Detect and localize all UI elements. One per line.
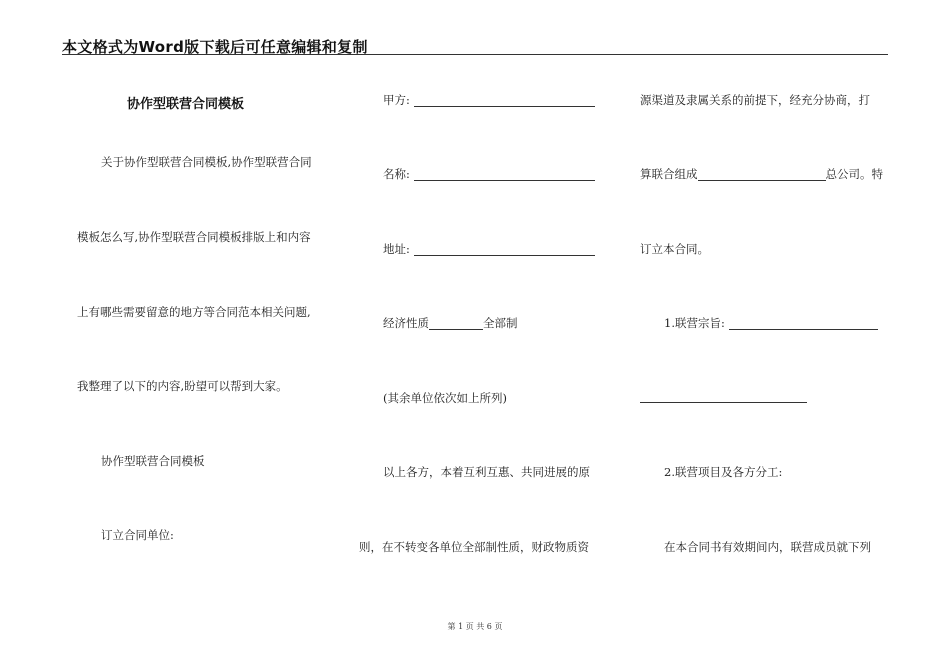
col3-last-line: 在本合同书有效期间内，联营成员就下列 bbox=[664, 540, 871, 554]
col1-line-2: 模板怎么写,协作型联营合同模板排版上和内容 bbox=[77, 230, 311, 244]
col3-line-1: 源渠道及隶属关系的前提下，经充分协商，打 bbox=[640, 93, 870, 107]
document-title: 协作型联营合同模板 bbox=[127, 97, 245, 112]
header-title: 本文格式为Word版下载后可任意编辑和复制 bbox=[62, 38, 368, 56]
party-a-blank bbox=[414, 94, 595, 107]
col1-line-1: 关于协作型联营合同模板,协作型联营合同 bbox=[101, 155, 312, 169]
name-blank bbox=[414, 168, 595, 181]
address-blank bbox=[414, 243, 595, 256]
party-a-label: 甲方: bbox=[383, 93, 410, 107]
col3-line-2 bbox=[640, 167, 883, 181]
col2-para-line-2: 则，在不转变各单位全部制性质，财政物质资 bbox=[359, 540, 589, 554]
col1-line-3: 上有哪些需要留意的地方等合同范本相关问题, bbox=[77, 305, 311, 319]
purpose-field bbox=[664, 316, 878, 330]
econ-nature-field bbox=[383, 316, 518, 330]
name-label: 名称: bbox=[383, 167, 410, 181]
econ-suffix: 全部制 bbox=[483, 316, 518, 330]
purpose-continuation-blank bbox=[640, 402, 807, 403]
address-label: 地址: bbox=[383, 242, 410, 256]
address-field bbox=[383, 242, 595, 256]
col3-line-3: 订立本合同。 bbox=[640, 242, 709, 256]
purpose-blank bbox=[729, 317, 878, 330]
others-note: (其余单位依次如上所列) bbox=[383, 391, 507, 405]
header-divider bbox=[62, 54, 888, 55]
col2-para-line-1: 以上各方，本着互利互惠、共同进展的原 bbox=[383, 465, 590, 479]
econ-label: 经济性质 bbox=[383, 316, 429, 330]
col3-line-2-suffix: 总公司。特 bbox=[825, 167, 883, 181]
party-a-field bbox=[383, 93, 595, 107]
company-name-blank bbox=[698, 168, 826, 181]
page-number: 第 1 页 共 6 页 bbox=[447, 622, 503, 631]
purpose-label: 1.联营宗旨: bbox=[664, 316, 725, 330]
col1-line-4: 我整理了以下的内容,盼望可以帮到大家。 bbox=[77, 379, 288, 393]
col1-contract-parties: 订立合同单位: bbox=[101, 528, 174, 542]
col1-subtitle: 协作型联营合同模板 bbox=[101, 454, 205, 468]
col3-line-2-prefix: 算联合组成 bbox=[640, 167, 698, 181]
econ-blank bbox=[429, 317, 483, 330]
name-field bbox=[383, 167, 595, 181]
item-2-heading: 2.联营项目及各方分工: bbox=[664, 465, 783, 479]
